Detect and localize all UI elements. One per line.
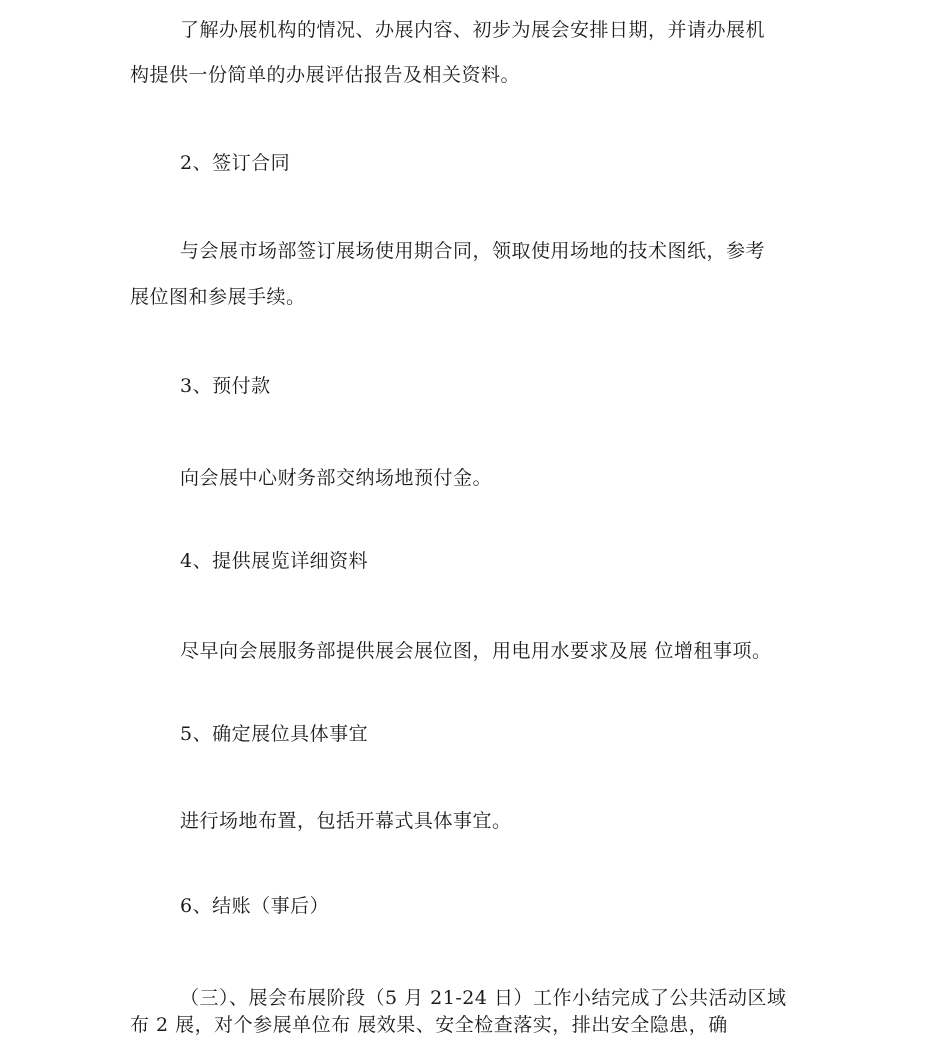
paragraph-2-line-2: 展位图和参展手续。 — [130, 286, 306, 308]
paragraph-3: 向会展中心财务部交纳场地预付金。 — [180, 467, 493, 489]
paragraph-6-line-2: 布 2 展，对个参展单位布 展效果、安全检查落实，排出安全隐患，确 — [130, 1014, 728, 1036]
heading-sign-contract: 2、签订合同 — [180, 152, 291, 174]
paragraph-4: 尽早向会展服务部提供展会展位图，用电用水要求及展 位增租事项。 — [180, 640, 772, 662]
heading-prepayment: 3、预付款 — [180, 375, 271, 397]
heading-booth-matters: 5、确定展位具体事宜 — [180, 723, 369, 745]
heading-settlement: 6、结账（事后） — [180, 895, 330, 917]
paragraph-1-line-1: 了解办展机构的情况、办展内容、初步为展会安排日期，并请办展机 — [180, 19, 766, 41]
paragraph-1-line-2: 构提供一份简单的办展评估报告及相关资料。 — [130, 64, 521, 86]
heading-exhibition-details: 4、提供展览详细资料 — [180, 550, 369, 572]
paragraph-6-line-1: （三）、展会布展阶段（5 月 21-24 日）工作小结完成了公共活动区域 — [180, 987, 787, 1009]
paragraph-5: 进行场地布置，包括开幕式具体事宜。 — [180, 810, 512, 832]
paragraph-2-line-1: 与会展市场部签订展场使用期合同，领取使用场地的技术图纸，参考 — [180, 240, 766, 262]
